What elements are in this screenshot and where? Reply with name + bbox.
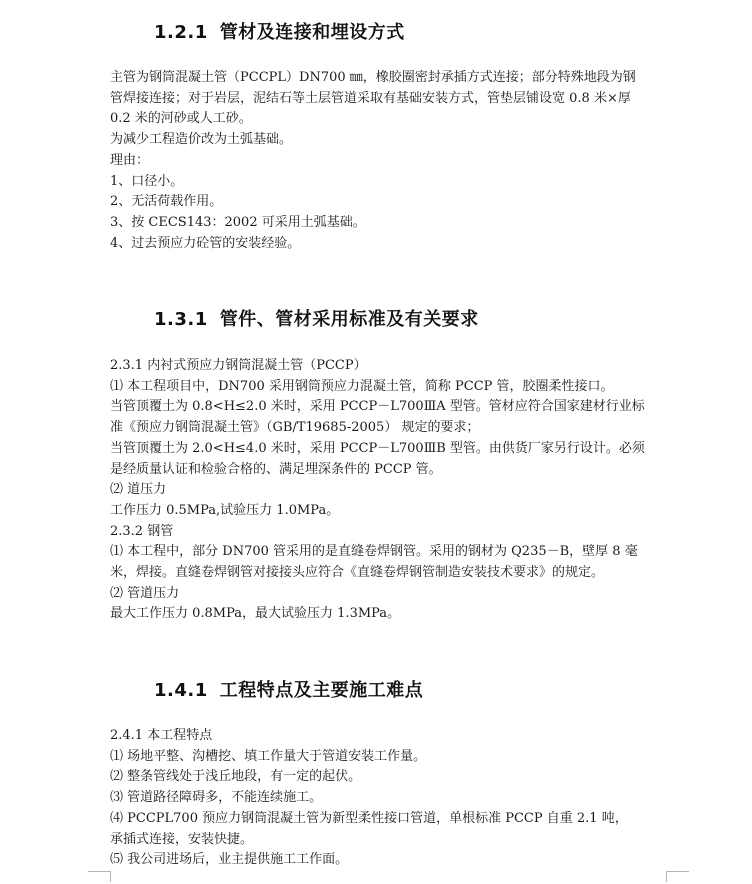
text-line: 最大工作压力 0.8MPa，最大试验压力 1.3MPa。: [110, 606, 401, 622]
section-heading-1-2-1: [154, 18, 405, 44]
text-line: 3、按 CECS143：2002 可采用土弧基础。: [110, 214, 366, 230]
section-title: 管材及连接和埋设方式: [219, 22, 405, 43]
text-line: 2.3.2 钢管: [110, 523, 174, 539]
text-line: 是经质量认证和检验合格的、满足埋深条件的 PCCP 管。: [110, 461, 442, 477]
text-line: 为减少工程造价改为土弧基础。: [110, 132, 293, 148]
text-line: 2.3.1 内衬式预应力钢筒混凝土管（PCCP）: [110, 358, 367, 373]
section-title: 管件、管材采用标准及有关要求: [219, 309, 479, 330]
section-title: 工程特点及主要施工难点: [219, 680, 424, 701]
text-line: 当管顶覆土为 2.0<H≤4.0 米时，采用 PCCP－L700ⅢB 型管。由供货厂家另行设计。必须: [110, 440, 645, 456]
section-body-1-2-1: [110, 68, 670, 254]
section-heading-1-4-1: [154, 676, 423, 702]
text-line: ⑸ 我公司进场后，业主提供施工工作面。: [110, 852, 349, 868]
text-line: 1、口径小。: [110, 173, 184, 189]
text-line: 0.2 米的河砂或人工砂。: [110, 111, 252, 127]
text-line: ⑷ PCCPL700 预应力钢筒混凝土管为新型柔性接口管道，单根标准 PCCP 自重 2.1 吨，: [110, 810, 628, 826]
text-line: 2、无活荷载作用。: [110, 194, 223, 210]
text-line: 承插式连接，安装快捷。: [110, 831, 254, 847]
text-line: 准《预应力钢筒混凝土管》（GB/T19685-2005） 规定的要求；: [110, 420, 480, 436]
page-margin-corner-mark: [666, 871, 689, 882]
section-number: 1.2.1: [154, 22, 208, 43]
section-number: 1.4.1: [154, 680, 208, 701]
text-line: ⑶ 管道路径障碍多，不能连续施工。: [110, 790, 323, 806]
page-margin-corner-mark: [88, 871, 111, 882]
text-line: ⑴ 本工程项目中，DN700 采用钢筒预应力混凝土管，简称 PCCP 管，胶圈柔性接口。: [110, 378, 614, 394]
text-line: ⑵ 道压力: [110, 482, 167, 498]
text-line: 米，焊接。直缝卷焊钢管对接接头应符合《直缝卷焊钢管制造安装技术要求》的规定。: [110, 565, 605, 581]
text-line: ⑴ 本工程中，部分 DN700 管采用的是直缝卷焊钢管。采用的钢材为 Q235－B，壁厚 8 毫: [110, 544, 638, 560]
section-heading-1-3-1: [154, 305, 479, 331]
text-line: 当管顶覆土为 0.8<H≤2.0 米时，采用 PCCP－L700ⅢA 型管。管材应符合国家建材行业标: [110, 399, 645, 415]
text-line: 工作压力 0.5MPa,试验压力 1.0MPa。: [110, 502, 340, 518]
section-body-1-4-1: [110, 726, 670, 871]
text-line: ⑵ 管道压力: [110, 585, 180, 601]
text-line: ⑵ 整条管线处于浅丘地段，有一定的起伏。: [110, 769, 362, 785]
text-line: 4、过去预应力砼管的安装经验。: [110, 235, 301, 251]
text-line: ⑴ 场地平整、沟槽挖、填工作量大于管道安装工作量。: [110, 748, 427, 764]
text-line: 管焊接连接；对于岩层，泥结石等土层管道采取有基础安装方式，管垫层铺设宽 0.8 米×厚: [110, 90, 631, 106]
section-number: 1.3.1: [154, 309, 208, 330]
text-line: 理由：: [110, 152, 150, 168]
text-line: 主管为钢筒混凝土管（PCCPL）DN700 ㎜，橡胶圈密封承插方式连接；部分特殊地段为钢: [110, 70, 636, 85]
section-body-1-3-1: [110, 356, 670, 625]
text-line: 2.4.1 本工程特点: [110, 728, 213, 743]
